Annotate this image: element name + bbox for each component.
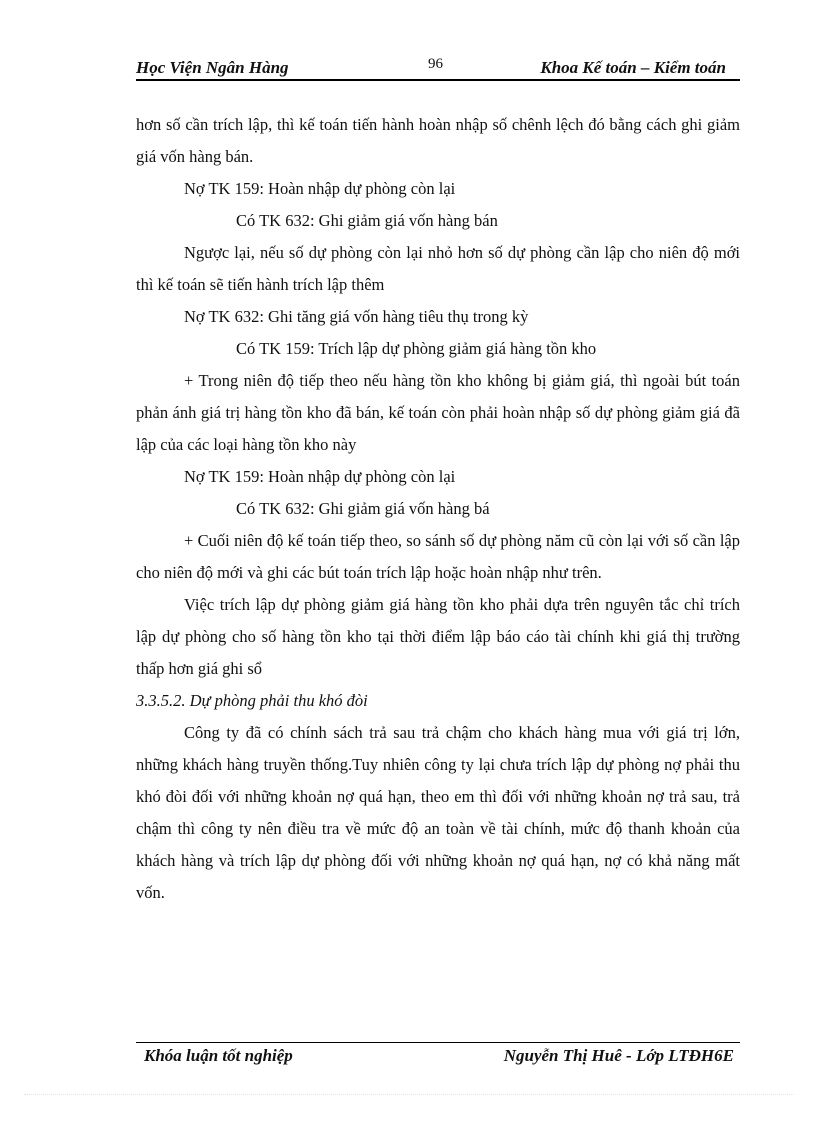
page-number: 96 [428, 56, 443, 72]
paragraph: Công ty đã có chính sách trả sau trả chậm cho khách hàng mua với giá trị lớn, những khách hàng truyền thống.Tuy nhiên công ty lại chưa trích lập dự phòng nợ phải thu khó đòi đối với những khoản nợ quá hạn, theo em thì đối với những khoản nợ trả sau, trả chậm thì công ty nên điều tra về mức độ an toàn về tài chính, mức độ thanh khoản của khách hàng và trích lập dự phòng đối với những khoản nợ quá hạn, nợ có khả năng mất vốn. [136, 723, 740, 902]
page-footer [136, 1046, 740, 1070]
paragraph: hơn số cần trích lập, thì kế toán tiến hành hoàn nhập số chênh lệch đó bằng cách ghi giảm giá vốn hàng bán. [136, 115, 740, 166]
footer-divider [136, 1042, 740, 1043]
paragraph: Việc trích lập dự phòng giảm giá hàng tồn kho phải dựa trên nguyên tắc chỉ trích lập dự phòng cho số hàng tồn kho tại thời điểm lập báo cáo tài chính khi giá thị trường thấp hơn giá ghi sổ [136, 595, 740, 678]
journal-entry-debit: Nợ TK 159: Hoàn nhập dự phòng còn lại [184, 467, 456, 486]
header-institution: Học Viện Ngân Hàng [136, 58, 289, 77]
journal-entry-debit: Nợ TK 632: Ghi tăng giá vốn hàng tiêu thụ trong kỳ [184, 307, 529, 326]
page-header [136, 56, 740, 80]
journal-entry-credit: Có TK 632: Ghi giảm giá vốn hàng bá [236, 499, 490, 518]
footer-author: Nguyễn Thị Huê - Lớp LTĐH6E [503, 1046, 734, 1065]
header-divider [136, 79, 740, 81]
paragraph: + Trong niên độ tiếp theo nếu hàng tồn kho không bị giảm giá, thì ngoài bút toán phản ánh giá trị hàng tồn kho đã bán, kế toán còn phải hoàn nhập số dự phòng giảm giá đã lập của các loại hàng tồn kho này [136, 371, 740, 454]
journal-entry-credit: Có TK 632: Ghi giảm giá vốn hàng bán [236, 211, 498, 230]
footer-thesis-label: Khóa luận tốt nghiệp [144, 1046, 293, 1065]
section-heading: 3.3.5.2. Dự phòng phải thu khó đòi [136, 691, 368, 710]
journal-entry-debit: Nợ TK 159: Hoàn nhập dự phòng còn lại [184, 179, 456, 198]
header-department: Khoa Kế toán – Kiểm toán [540, 58, 726, 77]
paragraph: + Cuối niên độ kế toán tiếp theo, so sánh số dự phòng năm cũ còn lại với số cần lập cho niên độ mới và ghi các bút toán trích lập hoặc hoàn nhập như trên. [136, 531, 740, 582]
journal-entry-credit: Có TK 159: Trích lập dự phòng giảm giá hàng tồn kho [236, 339, 597, 358]
document-body [136, 109, 740, 909]
page-bottom-edge [24, 1094, 794, 1095]
paragraph: Ngược lại, nếu số dự phòng còn lại nhỏ hơn số dự phòng cần lập cho niên độ mới thì kế toán sẽ tiến hành trích lập thêm [136, 243, 740, 294]
